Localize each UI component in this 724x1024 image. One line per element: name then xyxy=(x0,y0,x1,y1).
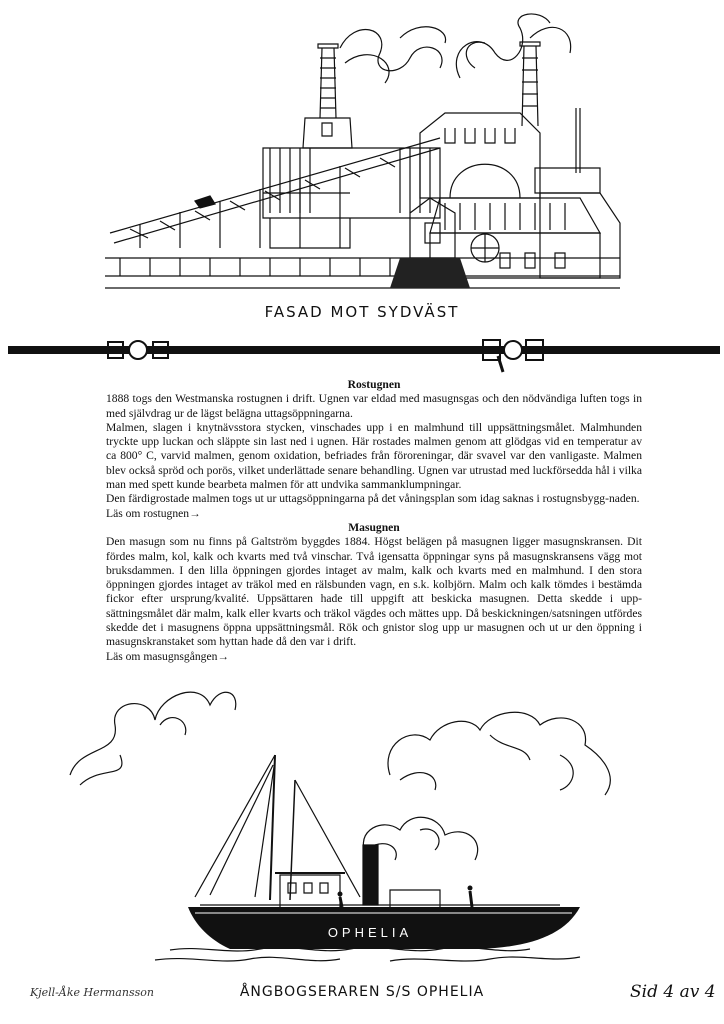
masugnen-heading: Masugnen xyxy=(348,520,400,534)
ornamental-divider xyxy=(8,330,720,374)
hull-name: OPHELIA xyxy=(327,925,413,940)
page-number: Sid 4 av 4 xyxy=(630,982,716,1002)
masugnen-link[interactable]: Läs om masugnsgången→ xyxy=(106,649,230,663)
masugnen-paragraph: Den masugn som nu finns på Galtström byggdes 1884. Högst belägen på masugnen ligger masugnskransen. Dit fördes malm, kol, kalk och kvarts med två vinschar. Två igensatta öppningar syns på masugnskransens vägg mot bruksdammen. I den lilla öppningen gjordes intaget av malm, kalk och kvarts med en malmhund. I den stora öppningen gjordes intaget av träkol med en rälsbunden vagn, en s.k. kolbjörn. Malm och kalk tömdes i bestämda fickor efter ursprung/kvalité. Uppsättaren hade till uppgift att beskicka masugnen. Detta skedde i upp-sättningsmålet där malm, kalk eller kvarts och träkol vägdes och mättes upp. Då beskickningen/satsningen utfördes skedde det i masugnens öppna uppsättningsmål. Rök och gnistor slog upp ur masugnen och ut ur den öppning i masugnskranstaket som hyttan hade då den var i drift. xyxy=(106,535,642,649)
rostugnen-link[interactable]: Läs om rostugnen→ xyxy=(106,506,201,520)
artist-signature: Kjell-Åke Hermansson xyxy=(30,986,154,999)
rostugnen-paragraph: 1888 togs den Westmanska rostugnen i drift. Ugnen var eldad med masugnsgas och den nödvändiga luften togs in med självdrag ur de lägst belägna uttagsöppningarna. xyxy=(106,392,642,420)
rostugnen-paragraph: Malmen, slagen i knytnävsstora stycken, vinschades upp i en malmhund till uppsättningsmålet. Malmhunden tryckte upp luckan och släppte sin last ned i ugnen. Här rostades malmen genom att glödgas vid en temperatur av ca 800° C, varvid malmen, genom oxidation, befriades från föroreningar, där svavel var den vanligaste. Malmen blev också spröd och porös, vilket underlättade senare behandling. Ugnen var utrustad med luckförsedda hål i vilka man med spett kunde bearbeta malmen för att undvika sammanklumpningar. xyxy=(106,420,642,492)
steam-tug-illustration xyxy=(60,665,640,975)
rostugnen-heading: Rostugnen xyxy=(347,378,401,391)
article-text xyxy=(106,378,642,664)
facade-caption: FASAD MOT SYDVÄST xyxy=(264,303,460,321)
rostugnen-paragraph: Den färdigrostade malmen togs ut ur uttagsöppningarna på det våningsplan som idag saknas i rostugnsbygg-naden. xyxy=(106,492,640,506)
factory-facade-illustration xyxy=(100,8,630,298)
boat-caption: ÅNGBOGSERAREN S/S OPHELIA xyxy=(239,984,485,1000)
